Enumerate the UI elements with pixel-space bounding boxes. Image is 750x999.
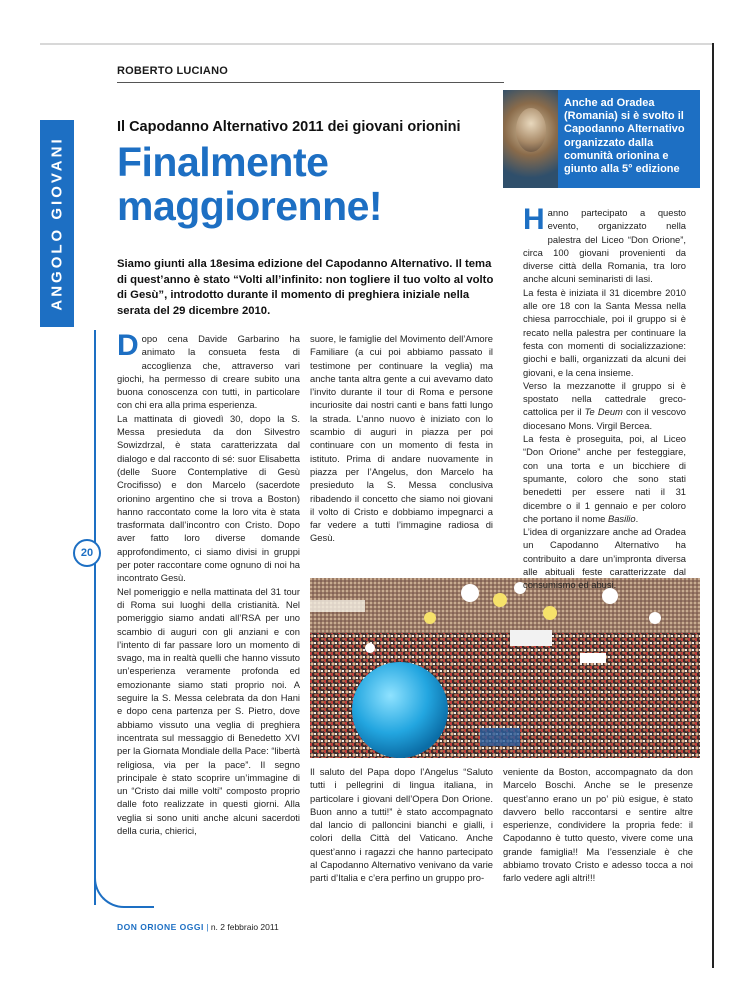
- author-byline: ROBERTO LUCIANO: [117, 65, 228, 77]
- paragraph: La mattinata di giovedì 30, dopo la S. Messa presieduta da don Silvestro Sowizdrzal, è stata caratterizzata dal dialogo e dal racconto di sé: suor Elisabetta (delle Suore Contemplative di Gesù Crocifisso) e don Marcelo (sacerdote orionino argentino che si trova a Boston) hanno raccontato come la loro vita è stata trasformata dall’incontro con Cristo. Dopo aver fatto loro diverse domande approfondimento, ci siamo divisi in gruppi per poter raccontare come ognuno di noi ha incontrato Gesù.: [117, 412, 300, 584]
- paragraph: Nel pomeriggio e nella mattinata del 31 tour di Roma sui luoghi della cristianità. Nel pomeriggio siamo andati all’RSA per uno scambio di auguri con gli anziani e con l’intento di far passare loro un momento di svago, ma in realtà quelli che hanno vissuto un’esperienza veramente profonda ed emozionante siamo stati proprio noi. A seguire la S. Messa celebrata da don Hani e dopo cena partenza per S. Pietro, dove abbiamo vissuto una veglia di preghiera incentrata sul messaggio di Benedetto XVI per la Giornata Mondiale della Pace: “libertà religiosa, via per la pace”. Il segno principale è stato scoprire un’immagine di un “Cristo dai mille volti” composto proprio dalle foto realizzate in questi giorni. Alla veglia si sono uniti anche alcuni sacerdoti della curia, chierici,: [117, 585, 300, 836]
- article-column-2: [310, 332, 493, 545]
- paragraph: Hanno partecipato a questo evento, organizzato nella palestra del Liceo “Don Orione”, circa 100 giovani provenienti da diverse città della Romania, tra loro anche alcuni seminaristi di Iasi.: [523, 203, 686, 285]
- footer-separator: |: [206, 922, 209, 932]
- paragraph: La festa è proseguita, poi, al Liceo “Don Orione” anche per festeggiare, con una torta e un bicchiere di spumante, coloro che sono stati benedetti per essere nati il 31 dicembre o il 1 gennaio e per coloro che portano il nome Basilio.: [523, 433, 686, 524]
- mosaic-face: [516, 108, 546, 152]
- article-column-4: [503, 765, 693, 885]
- paragraph: Dopo cena Davide Garbarino ha animato la consueta festa di accoglienza che, attraverso vari giochi, ha permesso di creare subito una buona conoscenza con tutti, in particolare con chi era alla prima esperienza.: [117, 329, 300, 411]
- crowd-photo-graphic: [310, 578, 700, 758]
- margin-rule: [94, 330, 96, 905]
- article-column-1: [117, 329, 300, 837]
- page-number: 20: [73, 539, 101, 567]
- footer-brand: DON ORIONE OGGI: [117, 922, 204, 932]
- paragraph: Il saluto del Papa dopo l’Angelus “Saluto tutti i pellegrini di lingua italiana, in particolare i giovani dell’Opera Don Orione. Buon anno a tutti!” è stato accompagnato dal lancio di palloncini bianchi e gialli, i colori della Città del Vaticano. Anche quest’anno i ragazzi che hanno partecipato al Capodanno Alternativo venivano da varie parti d’Italia e c’era perfino un gruppo pro-: [310, 766, 493, 884]
- byline-rule: [117, 82, 504, 83]
- article-title: Finalmente maggiorenne!: [117, 139, 383, 229]
- footer: [117, 922, 279, 932]
- section-label: [40, 120, 74, 327]
- page-top-edge: [40, 43, 713, 45]
- paragraph: Verso la mezzanotte il gruppo si è spostato nella cattedrale greco-cattolica per il Te Deum con il vescovo diocesano Mons. Virgil Bercea.: [523, 379, 686, 431]
- article-kicker: Il Capodanno Alternativo 2011 dei giovani orionini: [117, 119, 461, 135]
- section-label-text: ANGOLO GIOVANI: [48, 136, 66, 311]
- paragraph: veniente da Boston, accompagnato da don Marcelo Boschi. Anche se le presenze quest’anno erano un po’ più esigue, è stato davvero bello raccontarsi e sentire altre esperienze, condividere la propria fede: il Capodanno è tutto questo, vivere come una grande famiglia!! Ma l’essenziale è che abbiamo trovato Cristo e adesso tocca a noi farlo vedere agli altri!!!: [503, 766, 693, 884]
- sidebar-title: Anche ad Oradea (Romania) si è svolto il Capodanno Alternativo organizzato dalla comunità orionina e giunto alla 5° edizione: [564, 97, 685, 176]
- footer-issue: n. 2 febbraio 2011: [210, 922, 279, 932]
- paragraph: suore, le famiglie del Movimento dell’Amore Familiare (a cui poi abbiamo passato il testimone per continuare la veglia) ma anche tanta altra gente a cui avevamo dato l’invito durante il tour di Roma e persone incuriosite dai nostri canti e bans fatti lungo la strada. L’anno nuovo è iniziato con lo scambio di auguri in piazza per poi continuare con un momento di festa in istituto. Prima di andare nuovamente in piazza per l’Angelus, don Marcelo ha presieduto la S. Messa conclusiva ribadendo il concetto che siamo noi giovani il volto di Cristo e dobbiamo impegnarci a far vedere a tutti l’immagine radiosa di Gesù.: [310, 333, 493, 544]
- article-intro: Siamo giunti alla 18esima edizione del Capodanno Alternativo. Il tema di quest’anno è stato “Volti all’infinito: non togliere il tuo volto al volto di Gesù”, introdotto durante il momento di preghiera iniziale nella serata del 29 dicembre 2010.: [117, 258, 494, 317]
- article-column-3: [310, 765, 493, 885]
- paragraph: L’idea di organizzare anche ad Oradea un Capodanno Alternativo ha contribuito a dare un’impronta diversa alle abituali feste caratterizzate dal consumismo ed abusi.: [523, 526, 686, 591]
- drop-cap: D: [117, 329, 139, 362]
- paragraph: La festa è iniziata il 31 dicembre 2010 alle ore 18 con la Santa Messa nella chiesa parrocchiale, poi il gruppo si è recato nella palestra per continuare la festa con momenti di socializzazione: giochi e balli, organizzati da alcuni dei giovani, e la cena insieme.: [523, 286, 686, 378]
- margin-rule-curve: [94, 868, 154, 908]
- drop-cap: H: [523, 203, 545, 236]
- crowd-photo: [310, 578, 700, 758]
- sidebar-column: [523, 203, 686, 592]
- page-right-edge: [712, 43, 714, 968]
